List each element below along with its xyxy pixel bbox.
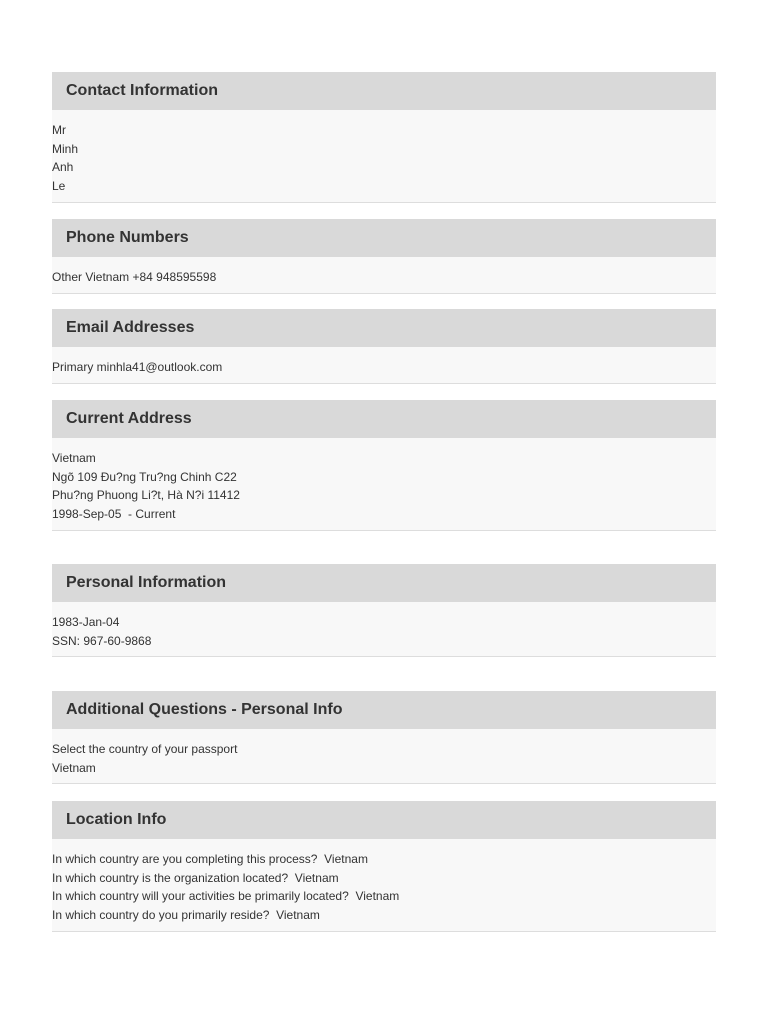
contact-title: Mr: [52, 123, 66, 137]
section-title: Email Addresses: [66, 319, 195, 336]
contact-last-name: Le: [52, 179, 66, 194]
email-addresses-section: [52, 309, 716, 384]
section-header: [52, 564, 716, 602]
section-body: [52, 110, 716, 203]
location-info-section: [52, 801, 716, 932]
section-body: [52, 602, 716, 657]
contact-first-name: Minh: [52, 141, 79, 156]
section-body: [52, 729, 716, 784]
section-body: [52, 839, 716, 932]
section-title: Personal Information: [66, 574, 227, 591]
passport-answer: Vietnam: [52, 760, 96, 775]
current-address-section: [52, 400, 716, 531]
address-city: Phu?ng Phuong Li?t, Hà N?i 11412: [52, 488, 240, 503]
contact-information-section: [52, 72, 716, 203]
section-title: Location Info: [66, 811, 167, 828]
section-title: Contact Information: [66, 82, 218, 99]
location-question-organization: In which country is the organization located? Vietnam: [52, 870, 339, 885]
section-header: [52, 219, 716, 257]
passport-question: Select the country of your passport: [52, 742, 238, 756]
section-title: Current Address: [66, 410, 192, 427]
email-address: Primary minhla41@outlook.com: [52, 360, 223, 374]
phone-number: Other Vietnam +84 948595598: [52, 270, 217, 284]
personal-information-section: [52, 564, 716, 657]
date-of-birth: 1983-Jan-04: [52, 615, 120, 629]
contact-middle-name: Anh: [52, 160, 74, 175]
section-title: Additional Questions - Personal Info: [66, 701, 343, 718]
ssn: SSN: 967-60-9868: [52, 633, 152, 648]
location-question-process: In which country are you completing this process? Vietnam: [52, 852, 368, 866]
section-body: [52, 438, 716, 531]
location-question-residence: In which country do you primarily reside? Vietnam: [52, 908, 320, 923]
section-body: [52, 347, 716, 384]
section-body: [52, 257, 716, 294]
phone-numbers-section: [52, 219, 716, 294]
location-question-activities: In which country will your activities be primarily located? Vietnam: [52, 889, 400, 904]
address-dates: 1998-Sep-05 - Current: [52, 507, 176, 522]
section-header: [52, 72, 716, 110]
section-header: [52, 691, 716, 729]
address-street: Ngõ 109 Đu?ng Tru?ng Chinh C22: [52, 469, 237, 484]
section-header: [52, 801, 716, 839]
section-header: [52, 309, 716, 347]
section-title: Phone Numbers: [66, 229, 189, 246]
section-header: [52, 400, 716, 438]
additional-questions-section: [52, 691, 716, 784]
address-country: Vietnam: [52, 451, 96, 465]
